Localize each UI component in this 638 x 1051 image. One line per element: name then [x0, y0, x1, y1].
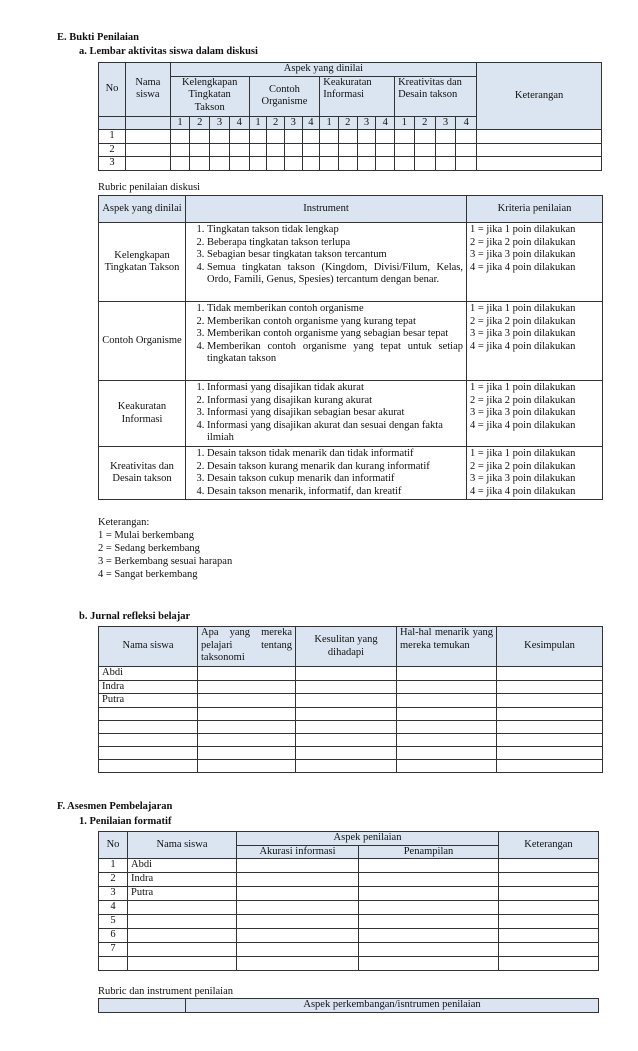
col-no: No: [99, 63, 126, 117]
journal-col-hal: Hal-hal menarik yang mereka temukan: [397, 627, 497, 667]
score-4: 4: [376, 116, 395, 130]
table-row: [99, 746, 603, 759]
score-3: 3: [210, 116, 230, 130]
legend-line: 1 = Mulai berkembang: [98, 530, 195, 541]
rubric-aspect: Contoh Organisme: [99, 302, 186, 381]
table-row: [99, 733, 603, 746]
student-name: [99, 759, 198, 772]
student-name: Putra: [128, 887, 237, 901]
table-row: [99, 901, 599, 915]
rubric-instrument-title: Rubric dan instrument penilaian: [98, 986, 234, 997]
criteria-line: 2 = jika 2 poin dilakukan: [470, 236, 576, 248]
rubric-item: 3. Desain takson cukup menarik dan informatif: [207, 473, 463, 486]
formative-col-keterangan: Keterangan: [499, 832, 599, 859]
criteria-line: 4 = jika 4 poin dilakukan: [470, 261, 576, 273]
rubric-row: [99, 447, 603, 500]
criteria-line: 3 = jika 3 poin dilakukan: [470, 407, 576, 418]
table-row: [99, 887, 599, 901]
score-1: 1: [249, 116, 267, 130]
row-number: [99, 957, 128, 971]
student-name: [128, 943, 237, 957]
aspect-kreativitas: Kreativitas dan Desain takson: [395, 76, 477, 116]
rubric-col-instrument: Instrument: [186, 196, 467, 223]
criteria-line: 2 = jika 2 poin dilakukan: [470, 394, 576, 406]
criteria-line: 4 = jika 4 poin dilakukan: [470, 485, 576, 497]
criteria-line: 3 = jika 3 poin dilakukan: [470, 473, 576, 484]
activity-table: [98, 62, 602, 171]
student-name: [128, 915, 237, 929]
criteria-line: 4 = jika 4 poin dilakukan: [470, 419, 576, 431]
criteria-line: 1 = jika 1 poin dilakukan: [470, 224, 576, 235]
formative-col-aspek: Aspek penilaian: [237, 832, 499, 846]
row-number: 6: [99, 929, 128, 943]
table-row: [99, 720, 603, 733]
col-aspek-dinilai: Aspek yang dinilai: [170, 63, 477, 77]
table-row: [99, 707, 603, 720]
student-name: [128, 957, 237, 971]
aspect-kelengkapan: Kelengkapan Tingkatan Takson: [170, 76, 249, 116]
instrument-col-aspek: Aspek perkembangan/isntrumen penilaian: [186, 999, 599, 1013]
table-row: [99, 957, 599, 971]
student-name: Abdi: [128, 859, 237, 873]
row-number: 4: [99, 901, 128, 915]
rubric-item: 1. Informasi yang disajikan tidak akurat: [207, 382, 463, 395]
rubric-row: [99, 223, 603, 302]
rubric-row: [99, 302, 603, 381]
table-row: [99, 694, 603, 708]
formative-col-no: No: [99, 832, 128, 859]
score-2: 2: [338, 116, 357, 130]
row-number: 5: [99, 915, 128, 929]
aspect-contoh: Contoh Organisme: [249, 76, 320, 116]
criteria-line: 3 = jika 3 poin dilakukan: [470, 328, 576, 339]
rubric-item: 2. Beberapa tingkatan takson terlupa: [207, 237, 463, 250]
criteria-line: 1 = jika 1 poin dilakukan: [470, 303, 576, 314]
rubric-title: Rubric penilaian diskusi: [98, 182, 201, 193]
rubric-col-aspek: Aspek yang dinilai: [99, 196, 186, 223]
rubric-row: [99, 381, 603, 447]
table-row: [99, 873, 599, 887]
table-row: [99, 915, 599, 929]
section-f-heading: F. Asesmen Pembelajaran: [57, 801, 173, 812]
student-name: [99, 707, 198, 720]
journal-col-apa: Apa yang mereka pelajari tentang taksonomi: [198, 627, 296, 667]
table-row: [99, 130, 602, 144]
row-number: 3: [99, 887, 128, 901]
table-row: [99, 943, 599, 957]
criteria-line: 1 = jika 1 poin dilakukan: [470, 382, 576, 393]
student-name: [128, 901, 237, 915]
score-2: 2: [190, 116, 210, 130]
legend: [98, 516, 232, 581]
rubric-item: 3. Informasi yang disajikan sebagian besar akurat: [207, 407, 463, 420]
row-number: 3: [99, 157, 126, 171]
rubric-aspect: Kreativitas dan Desain takson: [99, 447, 186, 500]
section-e-heading: E. Bukti Penilaian: [57, 32, 139, 43]
table-row: [99, 680, 603, 694]
rubric-item: 2. Informasi yang disajikan kurang akurat: [207, 395, 463, 408]
rubric-item: 3. Memberikan contoh organisme yang sebagian besar tepat: [207, 328, 463, 341]
score-1: 1: [320, 116, 339, 130]
row-number: 2: [99, 143, 126, 157]
col-nama-siswa: Nama siswa: [126, 63, 171, 117]
rubric-item: 1. Desain takson tidak menarik dan tidak informatif: [207, 448, 463, 461]
student-name: [99, 720, 198, 733]
journal-col-nama: Nama siswa: [99, 627, 198, 667]
criteria-line: 3 = jika 3 poin dilakukan: [470, 249, 576, 260]
journal-table: [98, 626, 603, 773]
formative-col-nama: Nama siswa: [128, 832, 237, 859]
rubric-aspect: Kelengkapan Tingkatan Takson: [99, 223, 186, 302]
criteria-line: 1 = jika 1 poin dilakukan: [470, 448, 576, 459]
table-row: [99, 759, 603, 772]
section-e-b-heading: b. Jurnal refleksi belajar: [79, 611, 191, 622]
formative-col-penampilan: Penampilan: [359, 845, 499, 859]
legend-line: 4 = Sangat berkembang: [98, 569, 198, 580]
score-4: 4: [456, 116, 477, 130]
col-keterangan: Keterangan: [477, 63, 602, 130]
score-2: 2: [414, 116, 435, 130]
rubric-item: 4. Desain takson menarik, informatif, dan kreatif: [207, 486, 463, 499]
instrument-table: [98, 998, 599, 1013]
student-name: [128, 929, 237, 943]
rubric-item: 2. Memberikan contoh organisme yang kurang tepat: [207, 316, 463, 329]
row-number: 2: [99, 873, 128, 887]
score-4: 4: [229, 116, 249, 130]
rubric-item: 2. Desain takson kurang menarik dan kurang informatif: [207, 461, 463, 474]
student-name: Putra: [99, 694, 198, 708]
table-row: [99, 929, 599, 943]
student-name: Indra: [128, 873, 237, 887]
score-4: 4: [302, 116, 320, 130]
table-row: [99, 143, 602, 157]
table-row: [99, 157, 602, 171]
legend-line: 3 = Berkembang sesuai harapan: [98, 556, 233, 567]
rubric-aspect: Keakuratan Informasi: [99, 381, 186, 447]
criteria-line: 4 = jika 4 poin dilakukan: [470, 340, 576, 352]
score-3: 3: [435, 116, 456, 130]
row-number: 7: [99, 943, 128, 957]
rubric-item: 1. Tidak memberikan contoh organisme: [207, 303, 463, 316]
rubric-item: 3. Sebagian besar tingkatan takson tercantum: [207, 249, 463, 262]
formative-col-akurasi: Akurasi informasi: [237, 845, 359, 859]
score-3: 3: [284, 116, 302, 130]
score-2: 2: [267, 116, 285, 130]
student-name: [99, 746, 198, 759]
criteria-line: 2 = jika 2 poin dilakukan: [470, 315, 576, 327]
score-1: 1: [395, 116, 415, 130]
table-row: [99, 859, 599, 873]
rubric-col-kriteria: Kriteria penilaian: [467, 196, 603, 223]
rubric-table: [98, 195, 603, 500]
score-3: 3: [357, 116, 376, 130]
formative-table: [98, 831, 599, 971]
section-f-1-heading: 1. Penilaian formatif: [79, 816, 172, 827]
rubric-item: 4. Semua tingkatan takson (Kingdom, Divisi/Filum, Kelas, Ordo, Famili, Genus, Spesies) tercantum dengan benar.: [207, 262, 463, 287]
rubric-item: 1. Tingkatan takson tidak lengkap: [207, 224, 463, 237]
rubric-item: 4. Informasi yang disajikan akurat dan sesuai dengan fakta ilmiah: [207, 420, 463, 445]
student-name: Abdi: [99, 667, 198, 681]
journal-col-kesimpulan: Kesimpulan: [497, 627, 603, 667]
row-number: 1: [99, 130, 126, 144]
legend-line: 2 = Sedang berkembang: [98, 543, 200, 554]
student-name: [99, 733, 198, 746]
criteria-line: 2 = jika 2 poin dilakukan: [470, 460, 576, 472]
section-e-a-heading: a. Lembar aktivitas siswa dalam diskusi: [79, 46, 258, 57]
rubric-item: 4. Memberikan contoh organisme yang tepat untuk setiap tingkatan takson: [207, 341, 463, 366]
table-row: [99, 667, 603, 681]
score-1: 1: [170, 116, 190, 130]
journal-col-kesulitan: Kesulitan yang dihadapi: [296, 627, 397, 667]
row-number: 1: [99, 859, 128, 873]
student-name: Indra: [99, 680, 198, 694]
legend-title: Keterangan:: [98, 517, 150, 528]
aspect-keakuratan: Keakuratan Informasi: [320, 76, 395, 116]
